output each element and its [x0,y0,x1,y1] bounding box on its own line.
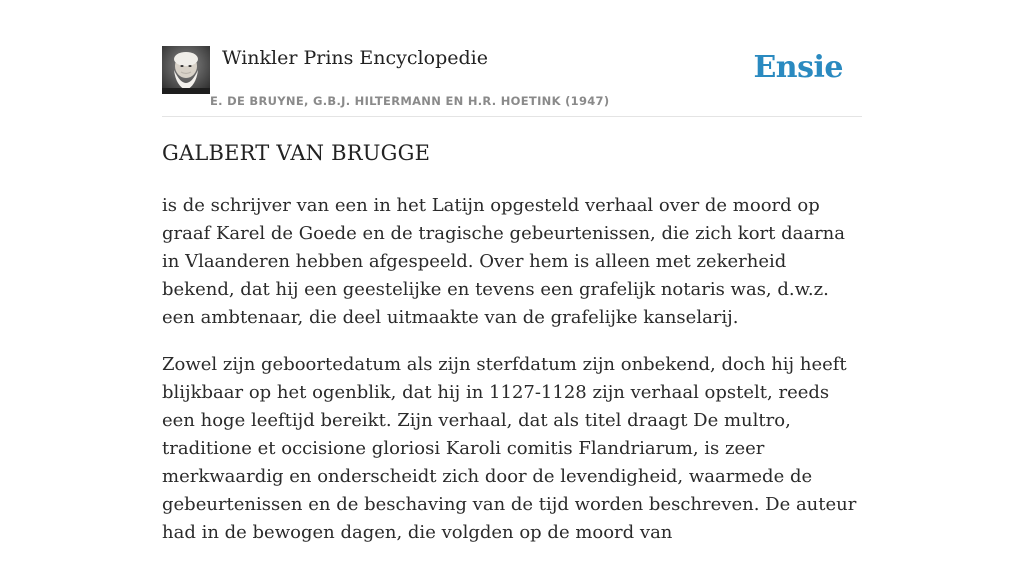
article-paragraph-2: Zowel zijn geboortedatum als zijn sterfdatum zijn onbekend, doch hij heeft blijkbaar op het ogenblik, dat hij in 1127-1128 zijn verhaal opstelt, reeds een hoge leeftijd bereikt. Zijn verhaal, dat als titel draagt De multro, traditione et occisione gloriosi Karoli comitis Flandriarum, is zeer merkwaardig en onderscheidt zich door de levendigheid, waarmede de gebeurtenissen en de beschaving van de tijd worden beschreven. De auteur had in de bewogen dagen, die volgden op de moord van [162,354,857,543]
portrait-icon [162,46,210,94]
article-title: GALBERT VAN BRUGGE [162,141,431,165]
author-avatar[interactable] [162,46,210,94]
source-header [162,46,862,117]
ensie-logo[interactable]: Ensie [753,50,843,85]
source-title[interactable]: Winkler Prins Encyclopedie [222,47,488,69]
source-authors: E. DE BRUYNE, G.B.J. HILTERMANN EN H.R. HOETINK (1947) [210,94,610,108]
article-paragraph-1: is de schrijver van een in het Latijn opgesteld verhaal over de moord op graaf Karel de Goede en de tragische gebeurtenissen, die zich kort daarna in Vlaanderen hebben afgespeeld. Over hem is alleen met zekerheid bekend, dat hij een geestelijke en tevens een grafelijk notaris was, d.w.z. een ambtenaar, die deel uitmaakte van de grafelijke kanselarij. [162,195,845,328]
article-body [162,192,864,566]
